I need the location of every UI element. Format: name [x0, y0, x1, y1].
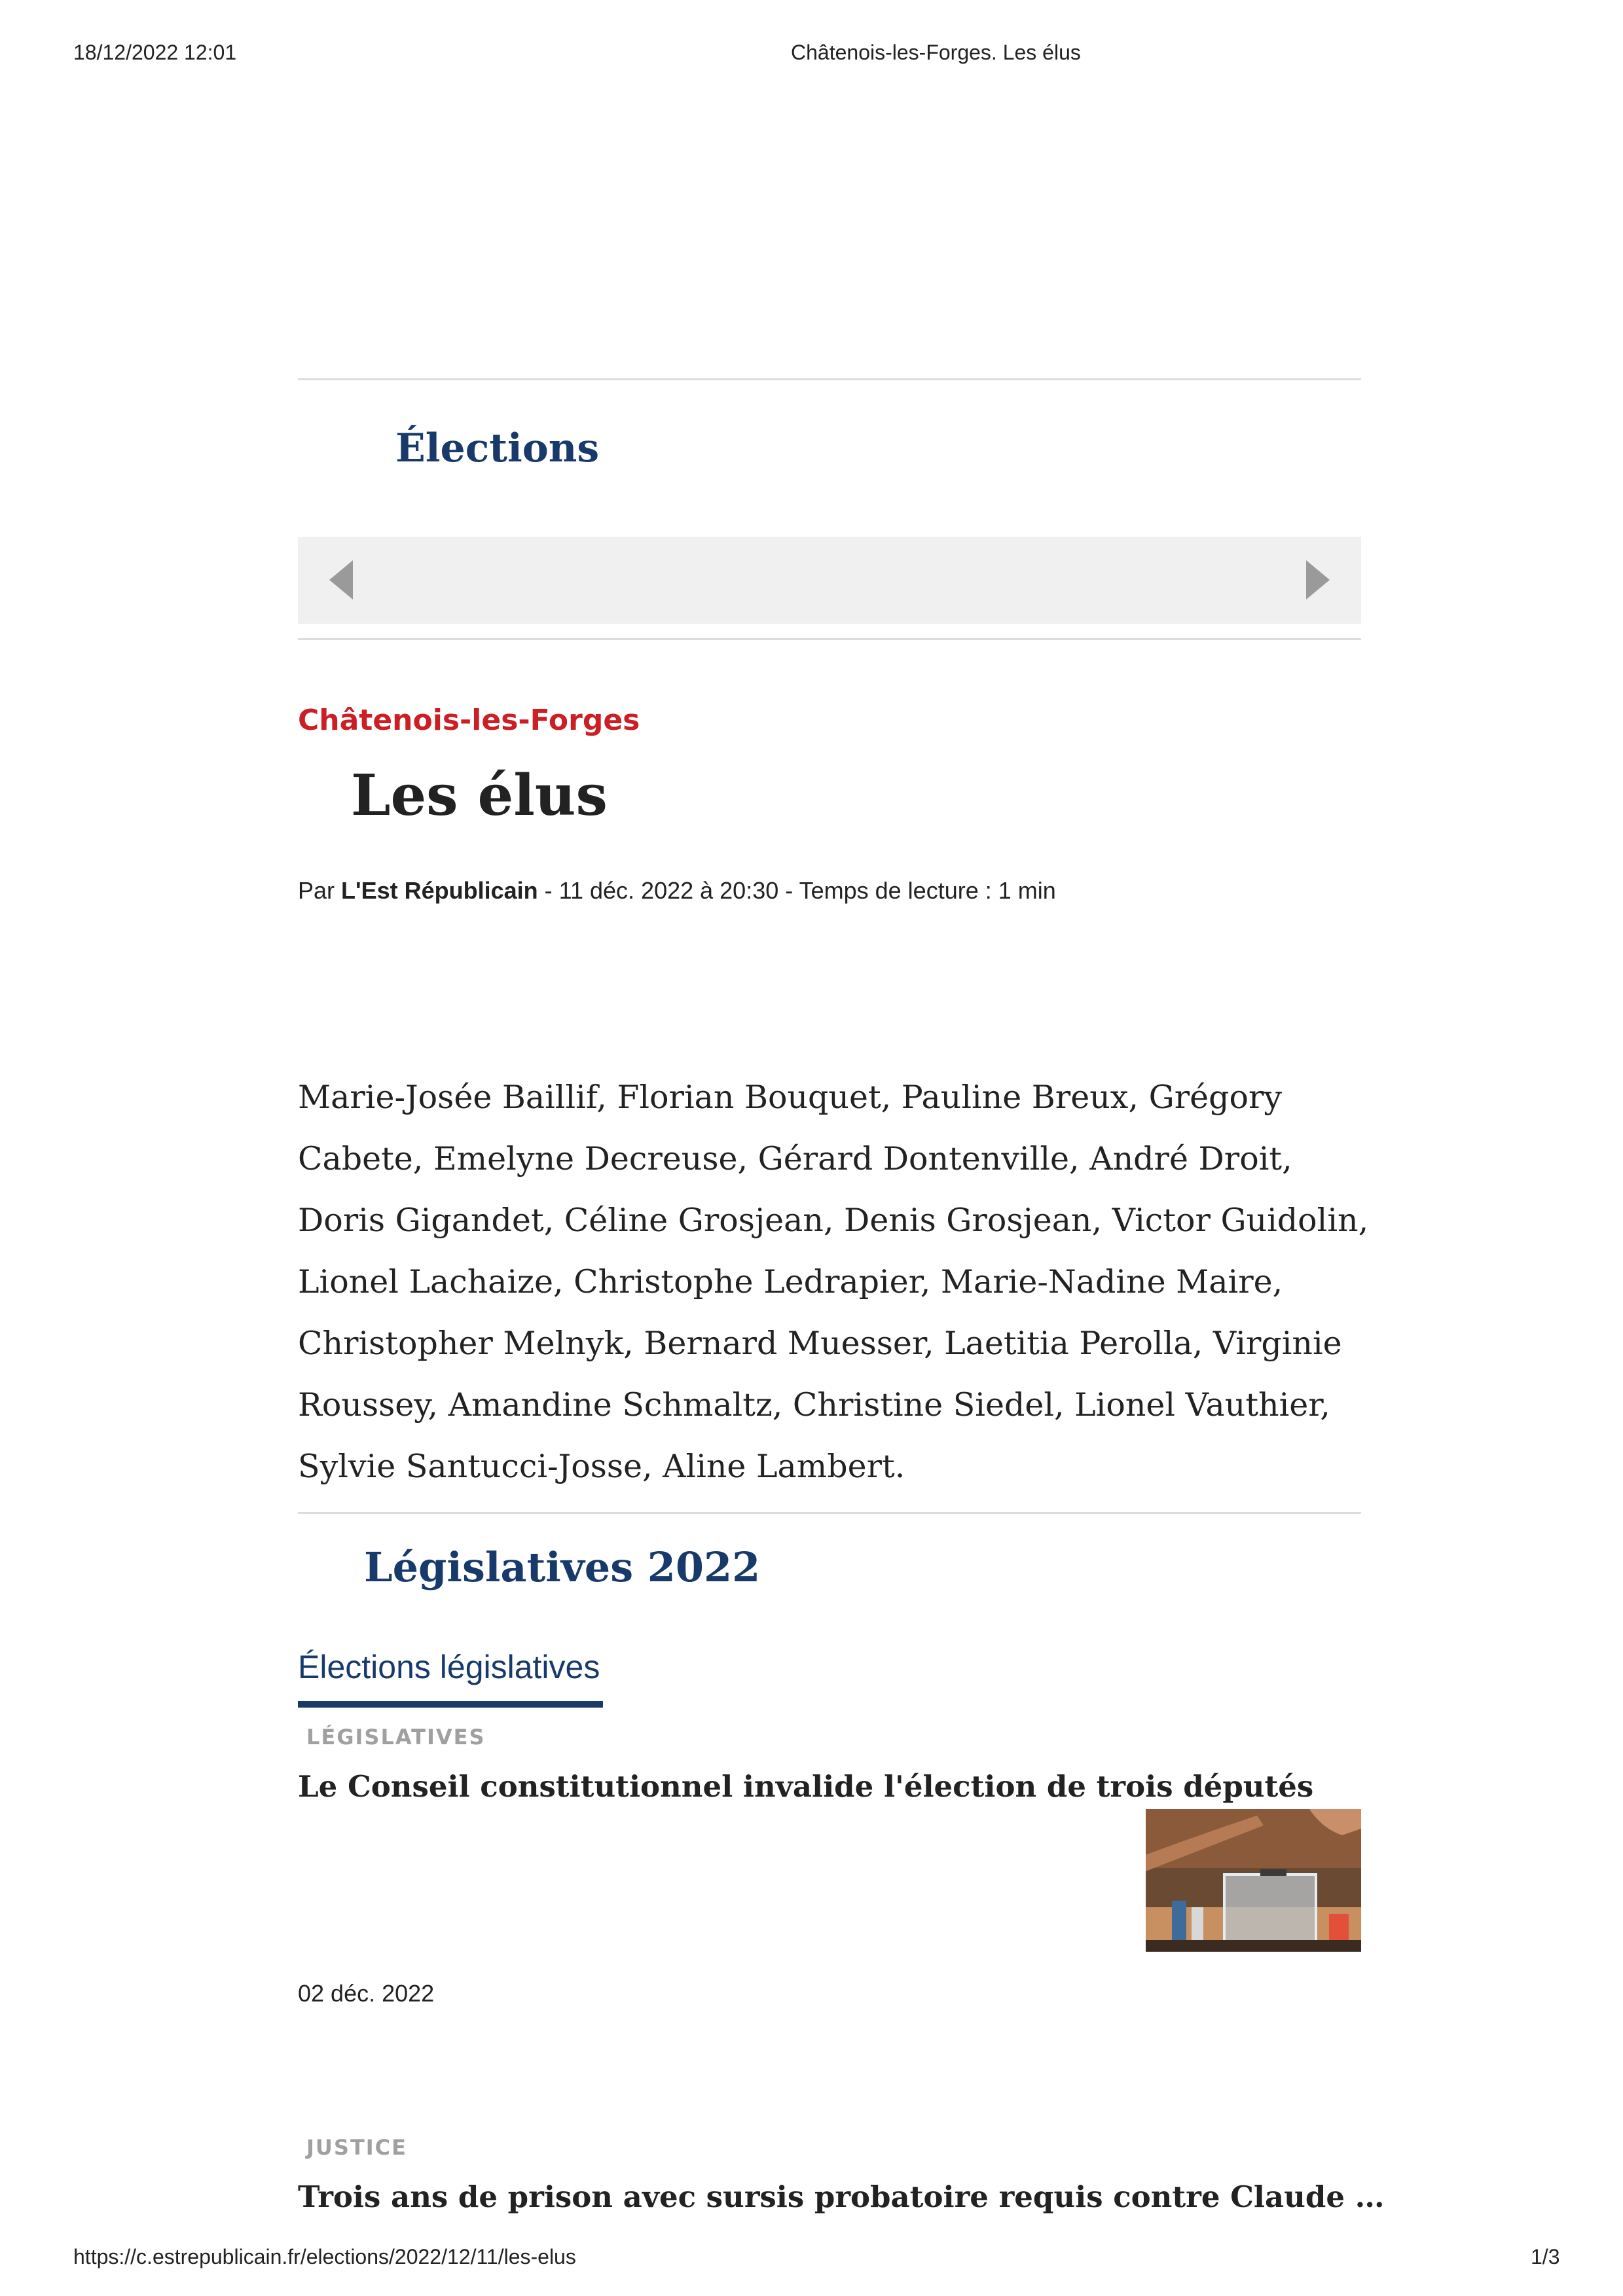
- article-headline: Les élus: [351, 762, 608, 829]
- ballot-box-photo: [1146, 1809, 1361, 1952]
- byline-prefix: Par: [298, 877, 342, 904]
- print-title: Châtenois-les-Forges. Les élus: [791, 41, 1081, 64]
- byline-meta: - 11 déc. 2022 à 20:30 - Temps de lecture : 1 min: [538, 877, 1056, 904]
- item-category: LÉGISLATIVES: [306, 1725, 486, 1749]
- byline-author[interactable]: L'Est Républicain: [341, 877, 538, 904]
- carousel: [298, 537, 1361, 624]
- print-datetime: 18/12/2022 12:01: [73, 41, 237, 64]
- print-url: https://c.estrepublicain.fr/elections/2022/12/11/les-elus: [73, 2245, 576, 2269]
- tab-elections-legislatives[interactable]: Élections législatives: [298, 1649, 600, 1685]
- item-thumbnail[interactable]: [1146, 1809, 1361, 1952]
- section-divider-top: [298, 378, 1361, 380]
- item-title[interactable]: Le Conseil constitutionnel invalide l'élection de trois députés: [298, 1769, 1314, 1804]
- item-title[interactable]: Trois ans de prison avec sursis probatoire requis contre Claude …: [298, 2179, 1385, 2214]
- article-kicker[interactable]: Châtenois-les-Forges: [298, 704, 640, 737]
- section-divider-bottom: [298, 638, 1361, 640]
- related-title[interactable]: Législatives 2022: [364, 1543, 761, 1591]
- article-body: Marie-Josée Baillif, Florian Bouquet, Pauline Breux, Grégory Cabete, Emelyne Decreuse, Gérard Dontenville, André Droit, Doris Gigandet, Céline Grosjean, Denis Grosjean, Victor Guidolin, Lionel Lachaize, Christophe Ledrapier, Marie-Nadine Maire, Christopher Melnyk, Bernard Muesser, Laetitia Perolla, Virginie Roussey, Amandine Schmaltz, Christine Siedel, Lionel Vauthier, Sylvie Santucci-Josse, Aline Lambert.: [298, 1079, 1369, 1485]
- article-byline: [298, 877, 1056, 905]
- item-category: JUSTICE: [306, 2135, 408, 2160]
- section-title[interactable]: Élections: [395, 425, 600, 471]
- item-date: 02 déc. 2022: [298, 1980, 435, 2007]
- arrow-left-icon[interactable]: [329, 560, 353, 600]
- arrow-right-icon[interactable]: [1306, 560, 1330, 600]
- related-divider: [298, 1512, 1361, 1514]
- print-page-number: 1/3: [1531, 2245, 1560, 2269]
- tab-underline: [298, 1701, 603, 1708]
